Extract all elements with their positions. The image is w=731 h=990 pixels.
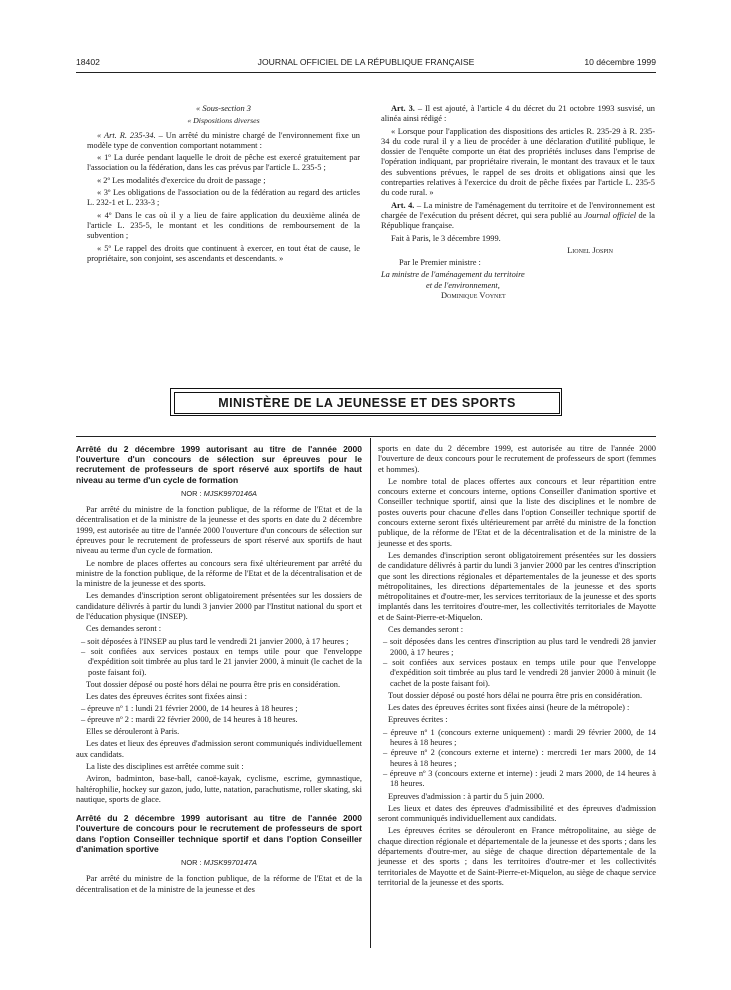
paragraph: Le nombre total de places offertes aux concours et leur répartition entre concours externe et concours interne, options Conseiller d'animation sportive et Conseiller technique sportif, ainsi que la liste des disciplines et le nombre de postes ouverts pour chacune d'elles dans l'option Conseiller technique sportif de concours externe seront fixés ultérieurement par arrêté du ministre de la fonction publique, de la réforme de l'Etat et de la décentralisation et de la ministre de la jeunesse et des sports. <box>378 476 656 548</box>
bottom-right-column <box>378 444 656 890</box>
paragraph: Les dates et lieux des épreuves d'admission seront communiqués individuellement aux candidats. <box>76 739 362 759</box>
issue-date: 10 décembre 1999 <box>584 57 656 67</box>
list-item: – épreuve nº 3 (concours externe et interne) : jeudi 2 mars 2000, de 14 heures à 18 heures. <box>383 768 656 789</box>
paragraph: Tout dossier déposé ou posté hors délai ne pourra être pris en considération. <box>86 679 341 689</box>
article-r235-34: « Art. R. 235-34. – Un arrêté du ministre chargé de l'environnement fixe un modèle type de convention comportant notamment : <box>87 130 360 150</box>
list-item: « 5º Le rappel des droits que continuent à exercer, en tout état de cause, le propriétaire, son conjoint, ses ascendants et descendants. » <box>87 243 360 263</box>
section-rule <box>76 436 656 437</box>
list-item: – soit confiées aux services postaux en temps utile pour que l'enveloppe d'expédition soit timbrée au plus tard le 21 janvier 2000, à minuit (le cachet de la poste faisant foi). <box>81 646 362 677</box>
article-4: Art. 4. – La ministre de l'aménagement du territoire et de l'environnement est chargée de l'exécution du présent décret, qui sera publié au Journal officiel de la République française. <box>381 200 655 231</box>
paragraph: Le nombre de places offertes au concours sera fixé ultérieurement par arrêté du ministre de la fonction publique, de la réforme de l'Etat et de la décentralisation et de la ministre de la jeunesse et des sports. <box>76 558 362 589</box>
paragraph: sports en date du 2 décembre 1999, est autorisée au titre de l'année 2000 l'ouverture de deux concours pour le recrutement de professeurs de sport (femmes et hommes). <box>378 444 656 474</box>
ministry-title: MINISTÈRE DE LA JEUNESSE ET DES SPORTS <box>218 396 516 410</box>
list-item: « 3º Les obligations de l'association ou de la fédération au regard des articles L. 232-1 et L. 233-3 ; <box>87 188 360 208</box>
column-separator <box>370 438 371 948</box>
subsection-heading: « Sous-section 3 <box>196 104 251 113</box>
signature-jospin: Lionel Jospin <box>567 245 613 255</box>
article-3: Art. 3. – Il est ajouté, à l'article 4 du décret du 21 octobre 1993 susvisé, un alinéa ainsi rédigé : <box>381 104 655 124</box>
subsection-title: « Dispositions diverses <box>187 116 260 126</box>
fait-a-paris: Fait à Paris, le 3 décembre 1999. <box>391 233 501 243</box>
article-1-nor: NOR : MJSK9970146A <box>180 488 257 498</box>
paragraph: Les demandes d'inscription seront obligatoirement présentées sur les dossiers de candidature délivrés à partir du lundi 3 janvier 2000 par l'Institut national du sport et de l'éducation physique (INSEP). <box>76 591 362 622</box>
ministry-banner <box>174 392 560 414</box>
bottom-left-column <box>76 444 362 897</box>
header-rule <box>76 72 656 73</box>
top-left-column <box>87 104 360 266</box>
demandes-list <box>76 637 362 678</box>
paragraph: Par arrêté du ministre de la fonction publique, de la réforme de l'Etat et de la décentralisation et de la ministre de la jeunesse et des sports en date du 2 décembre 1999, est autorisée au titre de l'année 2000 l'ouverture d'un concours de sélection sur épreuves pour le recrutement de professeurs de sport réservé aux sportifs de haut niveau au terme d'un cycle de formation. <box>76 505 362 556</box>
paragraph: Les lieux et dates des épreuves d'admissibilité et des épreuves d'admission seront communiqués individuellement aux candidats. <box>378 803 656 824</box>
list-item: « 2º Les modalités d'exercice du droit de passage ; <box>97 175 266 185</box>
demandes-list <box>378 637 656 688</box>
minister-title: La ministre de l'aménagement du territoire <box>381 270 525 280</box>
paragraph: Les dates des épreuves écrites sont fixées ainsi : <box>86 692 247 702</box>
paragraph: Elles se dérouleront à Paris. <box>86 727 180 737</box>
list-item: – épreuve nº 1 : lundi 21 février 2000, de 14 heures à 18 heures ; <box>81 704 298 714</box>
top-right-column <box>381 104 655 303</box>
list-item: – épreuve nº 2 (concours externe et interne) : mercredi 1er mars 2000, de 14 heures à 18 heures ; <box>383 748 656 768</box>
paragraph: Par arrêté du ministre de la fonction publique, de la réforme de l'Etat et de la décentralisation et de la ministre de la jeunesse et des <box>76 874 362 894</box>
paragraph: Ces demandes seront : <box>86 624 162 634</box>
list-item: « 1º La durée pendant laquelle le droit de pêche est exercé gratuitement par l'association ou la fédération, dans les cas prévus par l'article L. 235-5 ; <box>87 153 360 173</box>
epreuves-list <box>378 728 656 790</box>
paragraph: Les épreuves écrites se dérouleront en France métropolitaine, au siège de chaque direction régionale et départementale de la jeunesse et des sports ; dans les départements d'outre-mer, au siège de chaque direction départementale de la jeunesse et des sports ; dans les territoires d'outre-mer et les collectivités territoriales de Mayotte et de Saint-Pierre-et-Miquelon, au siège de chaque service territorial de la jeunesse et des sports. <box>378 826 656 887</box>
paragraph: Ces demandes seront : <box>388 625 464 635</box>
article-1-title: Arrêté du 2 décembre 1999 autorisant au titre de l'année 2000 l'ouverture d'un concours de sélection sur épreuves pour le recrutement de professeurs de sport réservé aux sportifs de haut niveau au terme d'un cycle de formation <box>76 444 362 485</box>
paragraph: La liste des disciplines est arrêtée comme suit : <box>86 761 244 771</box>
article-3-quote: « Lorsque pour l'application des dispositions des articles R. 235-29 à R. 235-34 du code rural il y a lieu de procéder à une déclaration d'utilité publique, le dossier de l'enquête comporte un état des propriétés incluses dans l'emprise de l'opération indiquant, par propriétaire riverain, le montant des travaux et le taux des subventions prévues, le rappel de ses droits et obligations ainsi que les contreparties relatives à l'exercice du droit de pêche fixées par l'article L. 235-5 du code rural. » <box>381 126 655 198</box>
par-le-premier-ministre: Par le Premier ministre : <box>399 258 481 268</box>
list-item: – soit déposées dans les centres d'inscription au plus tard le vendredi 28 janvier 2000, à 17 heures ; <box>383 637 656 657</box>
paragraph: Epreuves d'admission : à partir du 5 juin 2000. <box>388 791 545 801</box>
list-item: – soit confiées aux services postaux en temps utile pour que l'enveloppe d'expédition soit timbrée au plus tard le vendredi 28 janvier 2000 à minuit (le cachet de la poste faisant foi). <box>383 657 656 688</box>
signature-voynet: Dominique Voynet <box>441 291 506 301</box>
journal-title: JOURNAL OFFICIEL DE LA RÉPUBLIQUE FRANÇAISE <box>257 57 475 67</box>
list-item: – épreuve nº 1 (concours externe uniquement) : mardi 29 février 2000, de 14 heures à 18 heures ; <box>383 727 656 748</box>
paragraph: Epreuves écrites : <box>388 715 448 725</box>
paragraph: Tout dossier déposé ou posté hors délai ne pourra être pris en considération. <box>388 690 643 700</box>
article-2-title: Arrêté du 2 décembre 1999 autorisant au titre de l'année 2000 l'ouverture de concours pour le recrutement de professeurs de sport dans l'option Conseiller technique sportif et dans l'option Conseiller d'animation sportive <box>76 813 362 854</box>
list-item: – soit déposées à l'INSEP au plus tard le vendredi 21 janvier 2000, à 17 heures ; <box>81 636 349 646</box>
minister-title-2: et de l'environnement, <box>426 280 500 290</box>
page-header <box>76 57 656 69</box>
paragraph: Les demandes d'inscription seront obligatoirement présentées sur les dossiers de candidature délivrés à partir du lundi 3 janvier 2000 par les centres d'inscription que sont les directions régionales et départementales de la jeunesse et des sports métropolitaines, les directions départementales de la jeunesse et des sports métropolitaines et d'outre-mer, les services territoriaux de la jeunesse et des sports implantés dans les territoires d'outre-mer, les collectivités territoriales de Mayotte et de Saint-Pierre-et-Miquelon. <box>378 550 656 622</box>
paragraph: Aviron, badminton, base-ball, canoë-kayak, cyclisme, escrime, gymnastique, haltérophilie, hockey sur gazon, judo, lutte, natation, parachutisme, roller skating, ski nautique, sports de glace. <box>76 774 362 804</box>
list-item: « 4º Dans le cas où il y a lieu de faire application du deuxième alinéa de l'article L. 235-5, le montant et les conditions de remboursement de la subvention ; <box>87 210 360 241</box>
list-item: – épreuve nº 2 : mardi 22 février 2000, de 14 heures à 18 heures. <box>81 714 298 724</box>
article-2-nor: NOR : MJSK9970147A <box>180 857 257 867</box>
page-number: 18402 <box>76 57 100 67</box>
paragraph: Les dates des épreuves écrites sont fixées ainsi (heure de la métropole) : <box>388 703 630 713</box>
epreuves-list <box>76 704 362 725</box>
